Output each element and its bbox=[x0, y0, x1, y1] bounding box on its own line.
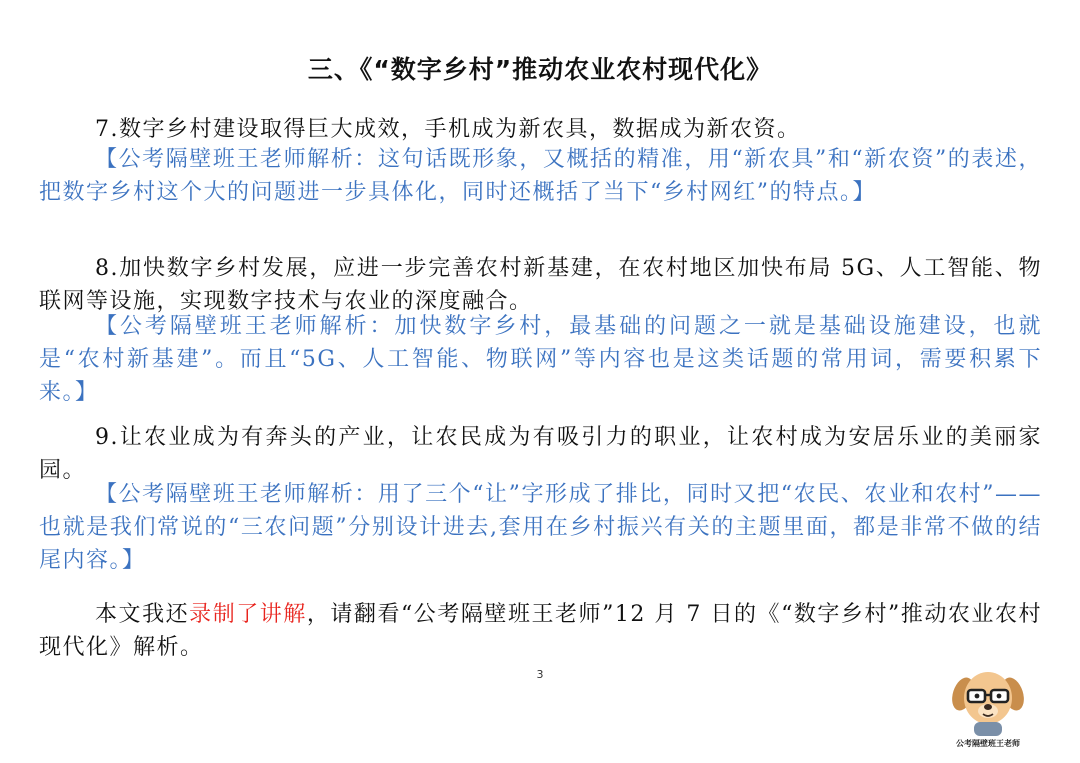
point-7-analysis: 【公考隔壁班王老师解析：这句话既形象，又概括的精准，用“新农具”和“新农资”的表述，把数字乡村这个大的问题进一步具体化，同时还概括了当下“乡村网红”的特点。】 bbox=[39, 147, 1042, 205]
logo-caption: 公考隔壁班王老师 bbox=[956, 739, 1020, 748]
point-8-analysis: 【公考隔壁班王老师解析：加快数字乡村，最基础的问题之一就是基础设施建设，也就是“农村新基建”。而且“5G、人工智能、物联网”等内容也是这类话题的常用词，需要积累下来。】 bbox=[39, 314, 1042, 405]
footer-note-highlight: 录制了讲解 bbox=[189, 602, 307, 627]
section-title: 三、《“数字乡村”推动农业农村现代化》 bbox=[307, 55, 773, 84]
point-9-text: 9.让农业成为有奔头的产业，让农民成为有吸引力的职业，让农村成为安居乐业的美丽家园。 bbox=[39, 425, 1042, 483]
footer-note-lead: 本文我还 bbox=[95, 602, 190, 627]
point-9-analysis: 【公考隔壁班王老师解析：用了三个“让”字形成了排比，同时又把“农民、农业和农村”——也就是我们常说的“三农问题”分别设计进去,套用在乡村振兴有关的主题里面，都是非常不做的结尾内容。】 bbox=[39, 482, 1042, 573]
point-7-text: 7.数字乡村建设取得巨大成效，手机成为新农具，数据成为新农资。 bbox=[95, 117, 801, 142]
page-number: 3 bbox=[536, 668, 544, 681]
footer-note bbox=[39, 598, 1042, 664]
point-8-text: 8.加快数字乡村发展，应进一步完善农村新基建，在农村地区加快布局 5G、人工智能、物联网等设施，实现数字技术与农业的深度融合。 bbox=[39, 256, 1042, 314]
footer-note-tail: ，请翻看“公考隔壁班王老师”12 月 7 日的《“数字乡村”推动农业农村现代化》解析。 bbox=[39, 602, 1042, 660]
